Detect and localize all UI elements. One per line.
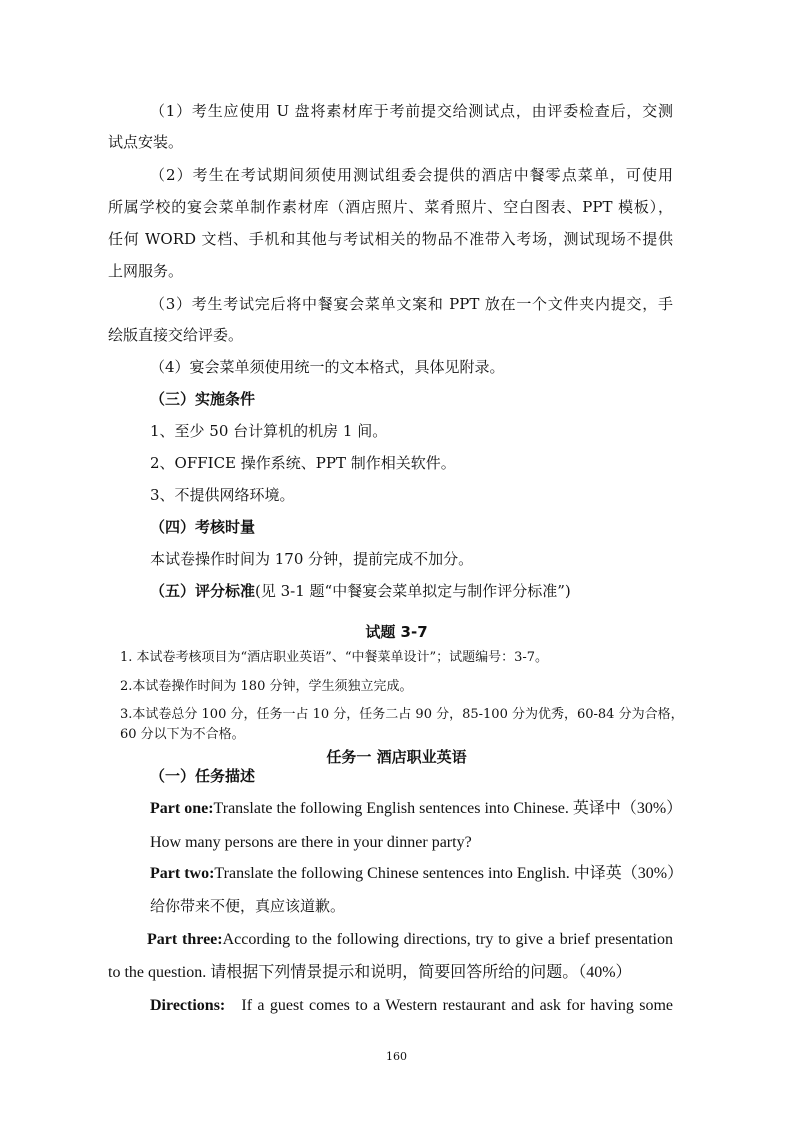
para2-line3: 任何 WORD 文档、手机和其他与考试相关的物品不准带入考场，测试现场不提供 (108, 230, 673, 248)
section3-item-3: 3、不提供网络环境。 (150, 486, 295, 504)
part2-sentence: 给你带来不便，真应该道歉。 (150, 897, 346, 915)
para4: （4）宴会菜单须使用统一的文本格式，具体见附录。 (150, 358, 505, 376)
part3-label: Part three: (147, 931, 223, 948)
para3-line1: （3）考生考试完后将中餐宴会菜单文案和 PPT 放在一个文件夹内提交，手 (150, 295, 673, 313)
para2-line2: 所属学校的宴会菜单制作素材库（酒店照片、菜肴照片、空白图表、PPT 模板）， (108, 198, 673, 216)
part2-text: Translate the following Chinese sentences into English. 中译英（30%） (214, 865, 684, 882)
page-number: 160 (386, 1050, 407, 1063)
section3-item-2: 2、OFFICE 操作系统、PPT 制作相关软件。 (150, 454, 456, 472)
para1-line1: （1）考生应使用 U 盘将素材库于考前提交给测试点，由评委检查后，交测 (150, 102, 673, 120)
task1-title: 任务一 酒店职业英语 (326, 748, 467, 766)
directions-text: If a guest comes to a Western restaurant and ask for having some (241, 997, 674, 1014)
task1-heading: （一）任务描述 (150, 767, 256, 785)
exam-title: 试题 3-7 (365, 623, 428, 641)
part3-line2: to the question. 请根据下列情景提示和说明，简要回答所给的问题。（40%） (108, 964, 632, 981)
part3-text: According to the following directions, try to give a brief presentation (222, 931, 673, 948)
para2-line4: 上网服务。 (108, 262, 184, 280)
section4-heading: （四）考核时量 (150, 518, 256, 536)
section5-line (150, 581, 571, 601)
part1-sentence: How many persons are there in your dinner party? (150, 834, 472, 851)
part1-line (150, 799, 682, 819)
para2-line1: （2）考生在考试期间须使用测试组委会提供的酒店中餐零点菜单，可使用 (150, 166, 673, 184)
section4-text: 本试卷操作时间为 170 分钟，提前完成不加分。 (150, 550, 474, 568)
exam-note-2: 2.本试卷操作时间为 180 分钟，学生须独立完成。 (120, 679, 413, 694)
exam-note-3-line2: 60 分以下为不合格。 (120, 727, 245, 742)
section5-text: (见 3-1 题“中餐宴会菜单拟定与制作评分标准”) (255, 582, 571, 600)
para3-line2: 绘版直接交给评委。 (108, 326, 244, 344)
exam-note-3-line1: 3.本试卷总分 100 分，任务一占 10 分，任务二占 90 分，85-100 分为优秀，60-84 分为合格， (120, 707, 684, 722)
part2-label: Part two: (150, 865, 215, 882)
section3-heading: （三）实施条件 (150, 390, 256, 408)
section3-item-1: 1、至少 50 台计算机的机房 1 间。 (150, 422, 388, 440)
directions-line (150, 996, 673, 1016)
section5-heading: （五）评分标准 (150, 582, 256, 600)
part1-text: Translate the following English sentences into Chinese. 英译中（30%） (213, 800, 683, 817)
part1-label: Part one: (150, 800, 214, 817)
para1-line2: 试点安装。 (108, 133, 184, 151)
part3-line (147, 930, 673, 950)
exam-note-1: 1. 本试卷考核项目为“酒店职业英语”、“中餐菜单设计”；试题编号：3-7。 (120, 650, 549, 665)
directions-label: Directions: (150, 997, 226, 1014)
part2-line (150, 864, 683, 884)
